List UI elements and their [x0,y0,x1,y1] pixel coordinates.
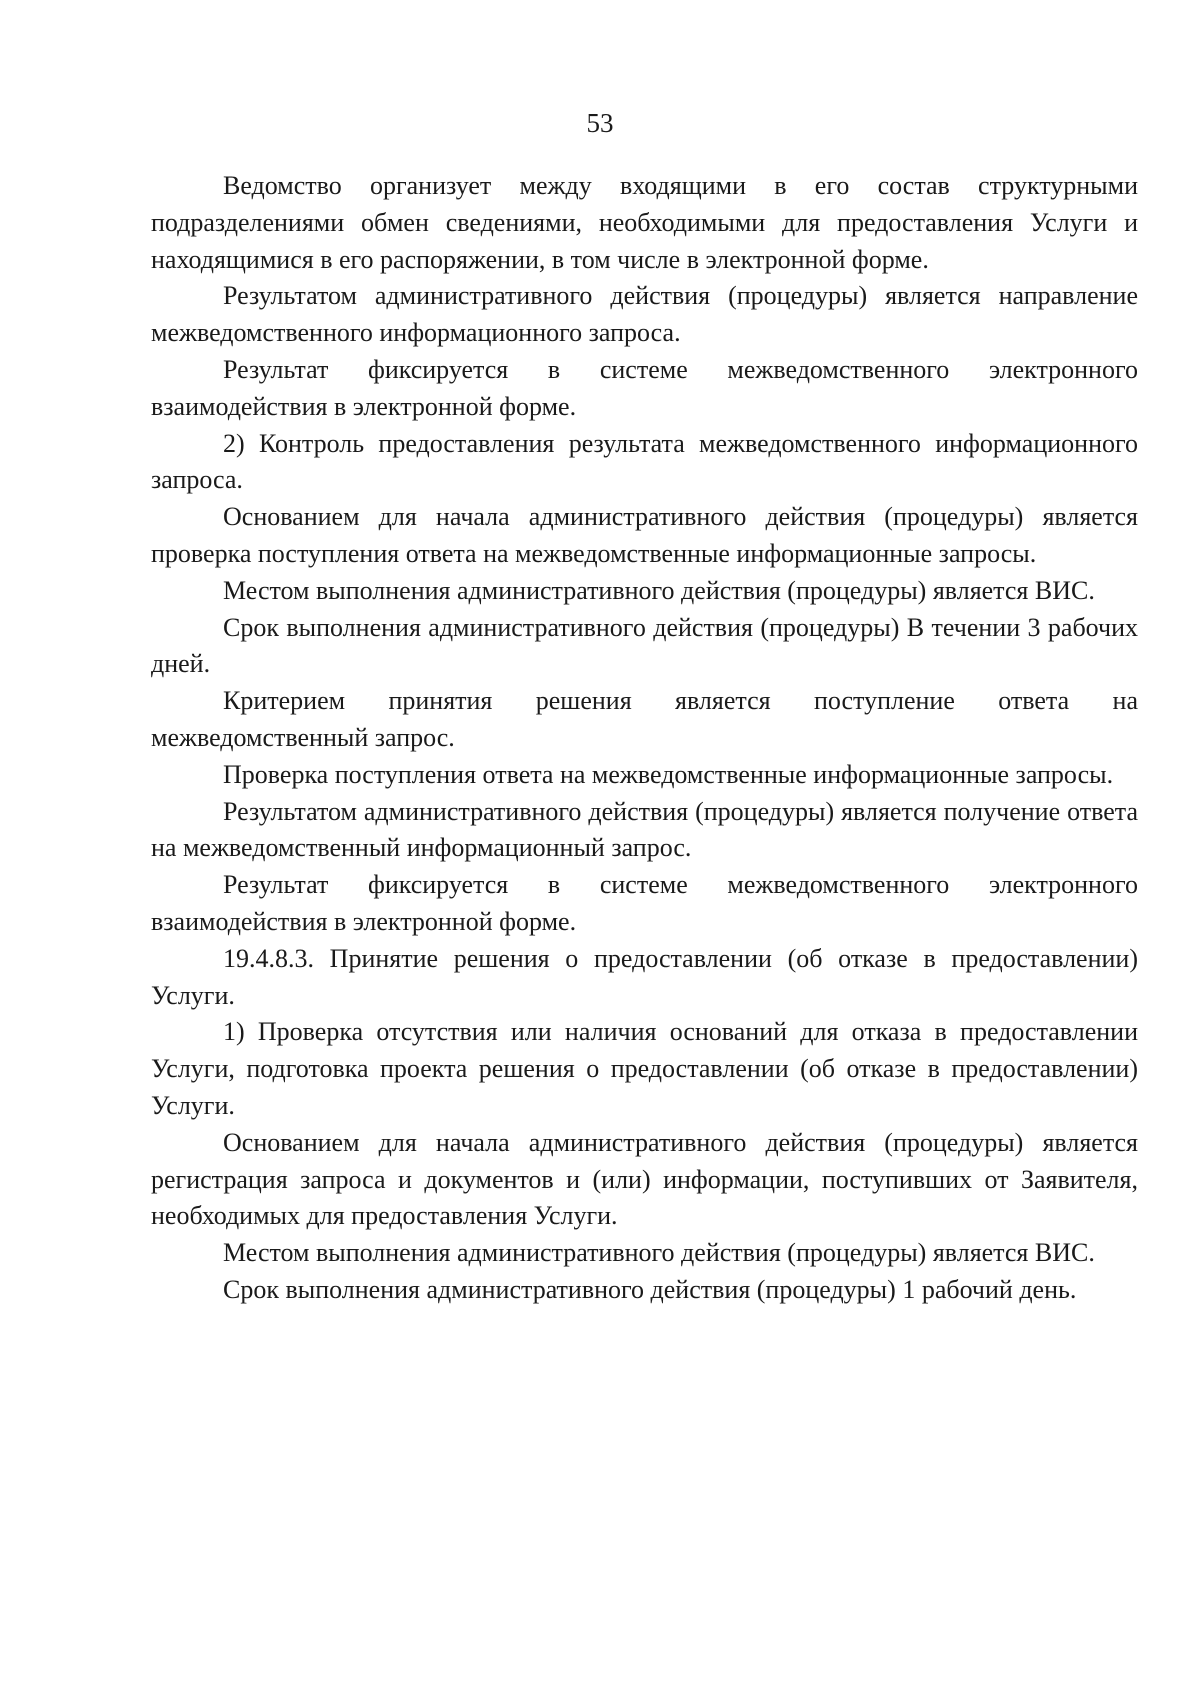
paragraph-2: Результатом административного действия (процедуры) является направление межведомственного информационного запроса. [151,281,1138,348]
paragraph-7: Срок выполнения административного действия (процедуры) В течении 3 рабочих дней. [151,612,1138,679]
paragraph-10: Результатом административного действия (процедуры) является получение ответа на межведомственный информационный запрос. [151,796,1138,863]
paragraph-6: Местом выполнения административного действия (процедуры) является ВИС. [223,575,1095,605]
paragraph-12: 19.4.8.3. Принятие решения о предоставлении (об отказе в предоставлении) Услуги. [151,943,1138,1010]
paragraph-3: Результат фиксируется в системе межведомственного электронного взаимодействия в электронной форме. [151,354,1138,421]
paragraph-5: Основанием для начала административного действия (процедуры) является проверка поступления ответа на межведомственные информационные запросы. [151,502,1138,568]
paragraph-9: Проверка поступления ответа на межведомственные информационные запросы. [223,759,1114,789]
paragraph-4: 2) Контроль предоставления результата межведомственного информационного запроса. [151,428,1138,495]
document-body [151,168,1138,1309]
paragraph-14: Основанием для начала административного действия (процедуры) является регистрация запроса и документов и (или) информации, поступивших от Заявителя, необходимых для предоставления Услуги. [151,1127,1138,1231]
paragraph-8: Критерием принятия решения является поступление ответа на межведомственный запрос. [151,686,1138,752]
paragraph-16: Срок выполнения административного действия (процедуры) 1 рабочий день. [223,1274,1077,1304]
paragraph-11: Результат фиксируется в системе межведомственного электронного взаимодействия в электронной форме. [151,870,1138,936]
paragraph-15: Местом выполнения административного действия (процедуры) является ВИС. [223,1238,1095,1268]
page-number: 53 [586,108,614,138]
paragraph-1: Ведомство организует между входящими в его состав структурными подразделениями обмен сведениями, необходимыми для предоставления Услуги и находящимися в его распоряжении, в том числе в электронной форме. [151,171,1138,274]
paragraph-13: 1) Проверка отсутствия или наличия оснований для отказа в предоставлении Услуги, подготовка проекта решения о предоставлении (об отказе в предоставлении) Услуги. [151,1017,1138,1120]
